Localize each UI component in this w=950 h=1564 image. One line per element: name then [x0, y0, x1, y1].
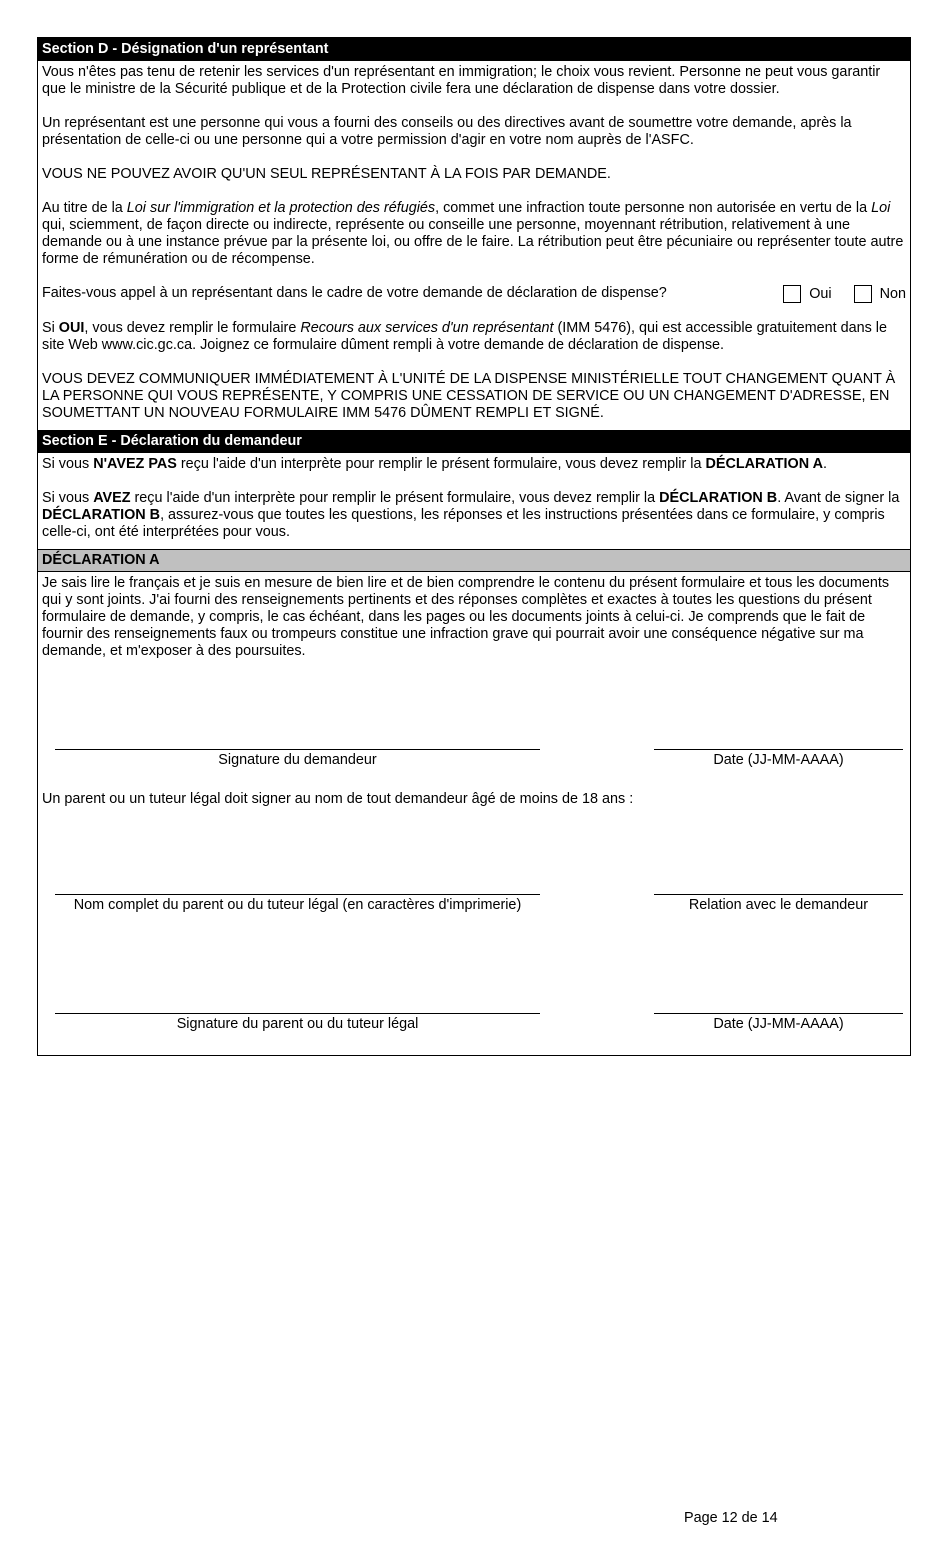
- text-run: Si vous: [42, 456, 94, 472]
- name-line: [55, 894, 540, 895]
- text-run: , commet une infraction toute personne non autorisée en vertu de la: [435, 200, 872, 216]
- section-d-paragraph-1: Vous n'êtes pas tenu de retenir les services d'un représentant en immigration; le choix vous revient. Personne ne peut vous garantir que le ministre de la Sécurité publique et de la Protection civile fera une déclaration de dispense dans votre dossier.: [42, 64, 881, 97]
- applicant-signature-field[interactable]: [55, 749, 540, 769]
- bold-run: OUI: [58, 320, 85, 336]
- text-run: qui, sciemment, de façon directe ou indirecte, représente ou conseille une personne, moyennant rétribution, relativement à une demande ou à une instance prévue par la présente loi, ou offre de le faire. La rétribution peut être pécuniaire ou représenter toute autre forme de rémunération ou de récompense.: [42, 217, 904, 267]
- form-title: Recours aux services d'un représentant: [300, 320, 554, 336]
- bold-run: DÉCLARATION A: [705, 456, 823, 472]
- oui-checkbox[interactable]: [783, 285, 801, 303]
- section-d-body: [38, 61, 910, 430]
- declaration-a-text: Je sais lire le français et je suis en mesure de bien lire et de bien comprendre le contenu du présent formulaire et tous les documents qui y sont joints. J'ai fourni des renseignements pertinents et des réponses complètes et exactes à toutes les questions du présent formulaire de demande, y compris, le cas échéant, dans les pages ou les documents joints à celui-ci. Je comprends que le fait de fournir des renseignements faux ou trompeurs constitue une infraction grave qui pourrait avoir une conséquence négative sur ma demande, et m'exposer à des poursuites.: [42, 575, 890, 659]
- section-e-body: [38, 453, 910, 549]
- relation-field[interactable]: [654, 894, 903, 914]
- text-run: (IMM 5476), qui est accessible gratuitement dans le site Web www.cic.gc.ca. Joignez ce formulaire dûment rempli à votre demande de déclaration de dispense.: [42, 320, 887, 353]
- page-number: Page 12 de 14: [684, 1510, 778, 1526]
- form-page: [37, 37, 911, 1056]
- parent-date-field[interactable]: [654, 1013, 903, 1033]
- oui-label: Oui: [809, 285, 832, 302]
- section-e-paragraph-1: [42, 456, 906, 473]
- representative-question: Faites-vous appel à un représentant dans le cadre de votre demande de déclaration de dispense?: [42, 285, 667, 301]
- non-checkbox[interactable]: [854, 285, 872, 303]
- non-option[interactable]: [854, 285, 906, 303]
- applicant-date-field[interactable]: [654, 749, 903, 769]
- text-run: , assurez-vous que toutes les questions, les réponses et les instructions présentées dans ce formulaire, y compris celle-ci, ont été interprétées pour vous.: [42, 507, 885, 540]
- section-d-paragraph-4: [42, 200, 906, 268]
- bold-run: AVEZ: [93, 490, 131, 506]
- section-d-header: Section D - Désignation d'un représentant: [38, 38, 910, 61]
- parent-date-label: Date (JJ-MM-AAAA): [713, 1016, 844, 1032]
- parent-name-label: Nom complet du parent ou du tuteur légal (en caractères d'imprimerie): [73, 897, 522, 913]
- date-line: [654, 1013, 903, 1014]
- parent-signature-field[interactable]: [55, 1013, 540, 1033]
- text-run: Au titre de la: [42, 200, 127, 216]
- section-d-paragraph-3: VOUS NE POUVEZ AVOIR QU'UN SEUL REPRÉSENTANT À LA FOIS PAR DEMANDE.: [42, 166, 611, 182]
- text-run: reçu l'aide d'un interprète pour remplir le présent formulaire, vous devez remplir la: [176, 456, 706, 472]
- representative-question-row: [42, 285, 906, 303]
- signature-line: [55, 749, 540, 750]
- section-e-paragraph-2: [42, 490, 906, 541]
- bold-run: N'AVEZ PAS: [93, 456, 177, 472]
- bold-run: DÉCLARATION B: [42, 507, 161, 523]
- text-run: , vous devez remplir le formulaire: [84, 320, 301, 336]
- text-run: reçu l'aide d'un interprète pour remplir le présent formulaire, vous devez remplir la: [130, 490, 660, 506]
- applicant-signature-label: Signature du demandeur: [218, 752, 377, 768]
- act-short: Loi: [871, 200, 891, 216]
- act-title: Loi sur l'immigration et la protection des réfugiés: [126, 200, 436, 216]
- declaration-a-header: DÉCLARATION A: [38, 549, 910, 572]
- section-d-paragraph-2: Un représentant est une personne qui vous a fourni des conseils ou des directives avant de soumettre votre demande, après la présentation de celle-ci ou une personne qui a votre permission d'agir en votre nom auprès de l'ASFC.: [42, 115, 852, 148]
- bold-run: DÉCLARATION B: [659, 490, 778, 506]
- parent-name-field[interactable]: [55, 894, 540, 914]
- date-line: [654, 749, 903, 750]
- text-run: Si: [42, 320, 59, 336]
- text-run: Si vous: [42, 490, 94, 506]
- non-label: Non: [879, 285, 906, 302]
- section-d-paragraph-6: VOUS DEVEZ COMMUNIQUER IMMÉDIATEMENT À L'UNITÉ DE LA DISPENSE MINISTÉRIELLE TOUT CHANGEMENT QUANT À LA PERSONNE QUI VOUS REPRÉSENTE, Y COMPRIS UNE CESSATION DE SERVICE OU UN CHANGEMENT D'ADRESSE, EN SOUMETTANT UN NOUVEAU FORMULAIRE IMM 5476 DÛMENT REMPLI ET SIGNÉ.: [42, 371, 896, 421]
- oui-option[interactable]: [783, 285, 831, 303]
- declaration-a-body: [38, 572, 910, 1055]
- relation-label: Relation avec le demandeur: [688, 897, 869, 913]
- signature-line: [55, 1013, 540, 1014]
- text-run: .: [822, 456, 827, 472]
- section-e-header: Section E - Déclaration du demandeur: [38, 430, 910, 453]
- section-d-paragraph-5: [42, 320, 906, 354]
- text-run: . Avant de signer la: [777, 490, 900, 506]
- applicant-date-label: Date (JJ-MM-AAAA): [713, 752, 844, 768]
- relation-line: [654, 894, 903, 895]
- parent-signature-label: Signature du parent ou du tuteur légal: [176, 1016, 419, 1032]
- minor-signature-note: Un parent ou un tuteur légal doit signer au nom de tout demandeur âgé de moins de 18 ans :: [42, 791, 634, 807]
